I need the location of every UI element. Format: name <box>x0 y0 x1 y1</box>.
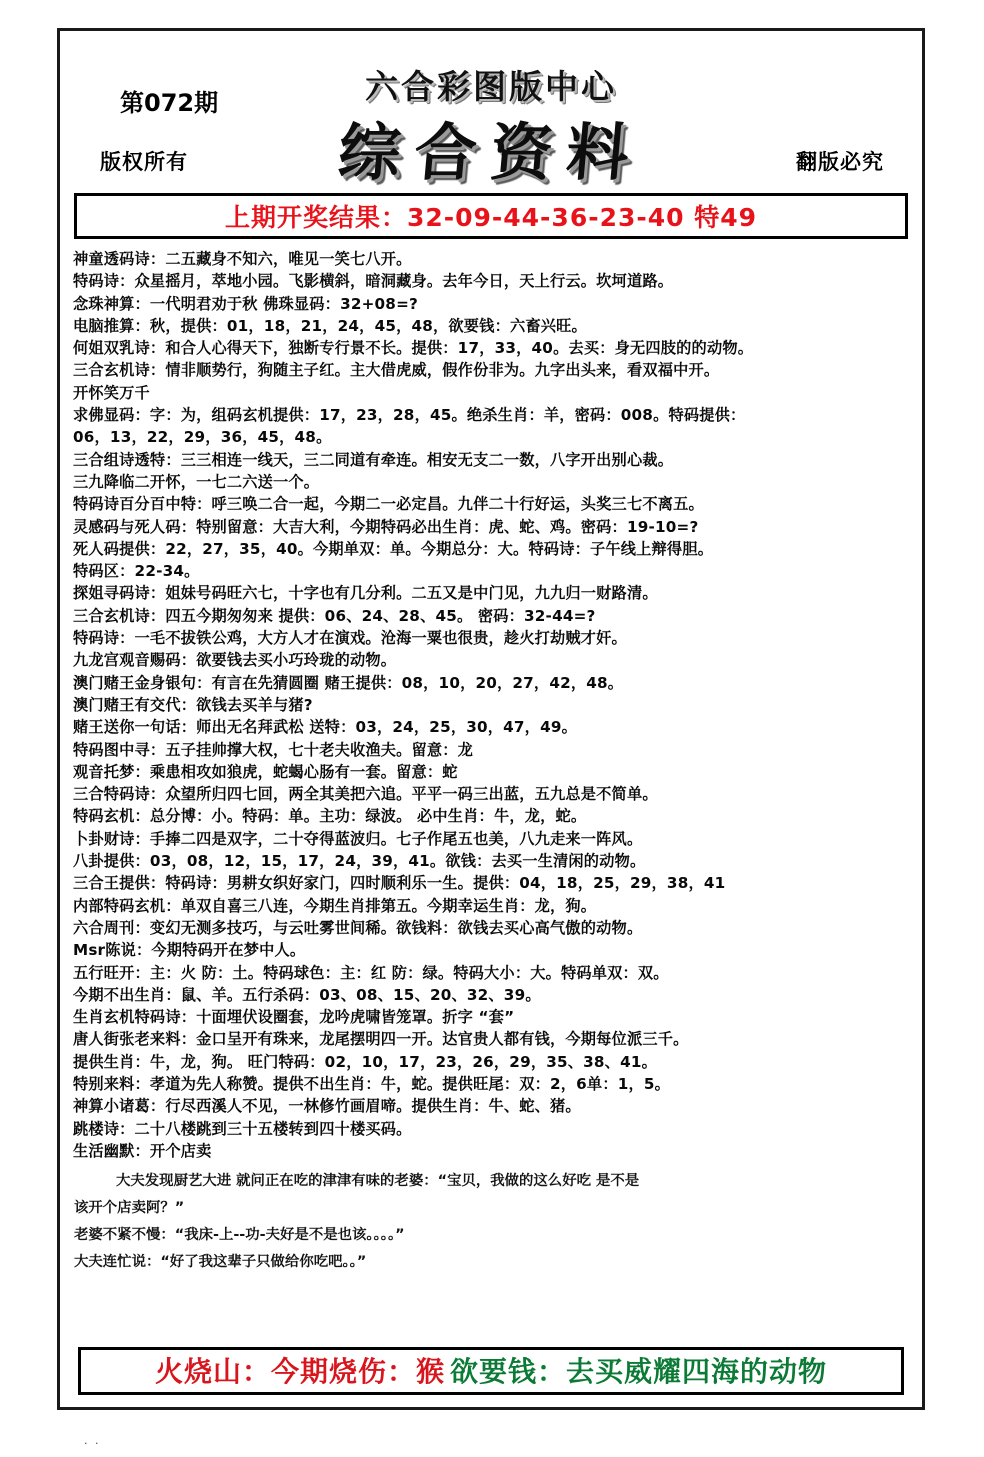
stray-dots: . . <box>84 1434 101 1447</box>
issue-number: 第072期 <box>120 89 219 117</box>
tip-line: 五行旺开：主：火 防：土。特码球色：主：红 防：绿。特码大小：大。特码单双：双。 <box>73 963 669 982</box>
tip-line: 电脑推算：秋，提供：01，18，21，24，45，48，欲要钱：六畜兴旺。 <box>73 316 587 335</box>
footer-green-text: 欲要钱：去买威耀四海的动物 <box>450 1355 828 1388</box>
tip-line: 三合组诗透特：三三相连一线天，三二同道有牵连。相安无支二一数，八字开出别心裁。 <box>73 450 674 469</box>
tip-line: 神童透码诗：二五藏身不知六，唯见一笑七八开。 <box>73 250 412 268</box>
page-title: 综合资料 <box>335 116 646 189</box>
tip-line: 唐人街张老来料：金口呈开有珠来，龙尾摆明四一开。达官贵人都有钱，今期每位派三千。 <box>73 1030 689 1049</box>
tip-line: 生活幽默：开个店卖 <box>73 1141 212 1160</box>
tip-line: 灵感码与死人码：特别留意：大吉大利，今期特码必出生肖：虎、蛇、鸡。密码：19-10=? <box>73 517 699 536</box>
tip-line: 死人码提供：22，27，35，40。今期单双：单。今期总分：大。特码诗：子午线上辩得胆。 <box>73 539 714 558</box>
copyright-notice-right: 翻版必究 <box>796 149 884 174</box>
tip-line: 提供生肖：牛，龙，狗。 旺门特码：02，10，17，23，26，29，35、38、41。 <box>73 1052 657 1071</box>
tip-line: 三合特码诗：众望所归四七回，两全其美把六追。平平一码三出蓝，五九总是不简单。 <box>73 785 658 804</box>
tip-line: 生肖玄机特码诗：十面埋伏设圈套，龙吟虎啸皆笼罩。折字 “套” <box>73 1008 515 1027</box>
tip-line: 澳门赌王有交代：欲钱去买羊与猪? <box>73 695 313 714</box>
poster-page <box>57 28 925 1410</box>
tip-line: 何姐双乳诗：和合人心得天下，独断专行景不长。提供：17，33，40。去买：身无四肢的的动物。 <box>73 339 754 358</box>
tip-line: 开怀笑万千 <box>73 383 150 402</box>
tip-line: 今期不出生肖：鼠、羊。五行杀码：03、08、15、20、32、39。 <box>73 985 541 1004</box>
tip-line: 神算小诸葛：行尽西溪人不见，一林修竹画眉啼。提供生肖：牛、蛇、猪。 <box>73 1097 581 1116</box>
tip-line: 特码图中寻：五子挂帅撑大权，七十老夫收渔夫。留意：龙 <box>73 740 474 759</box>
tip-line: 跳楼诗：二十八楼跳到三十五楼转到四十楼买码。 <box>73 1119 412 1138</box>
footer-highlight-bar <box>78 1347 904 1395</box>
humor-line: 该开个店卖阿？” <box>74 1200 185 1217</box>
tip-line: 探姐寻码诗：姐妹号码旺六七，十字也有几分利。二五又是中门见，九九归一财路清。 <box>73 584 658 603</box>
tip-line: 三合王提供：特码诗：男耕女织好家门，四时顺利乐一生。提供：04，18，25，29，38，41 <box>73 874 726 893</box>
tip-line: 三九降临二开怀，一七二六送一个。 <box>73 472 320 491</box>
humor-block <box>60 1162 922 1276</box>
tip-line: 卜卦财诗：手捧二四是双字，二十夺得蓝波归。七子作尾五也美，八九走来一阵风。 <box>73 829 643 848</box>
humor-line: 大夫发现厨艺大进 就问正在吃的津津有味的老婆：“宝贝，我做的这么好吃 是不是 <box>116 1173 640 1190</box>
tip-line: 九龙宫观音赐码：欲要钱去买小巧玲珑的动物。 <box>73 651 397 670</box>
last-draw-result-text: 上期开奖结果：32-09-44-36-23-40 特49 <box>224 203 758 232</box>
last-draw-result-bar <box>74 193 908 239</box>
tip-line: 特码区：22-34。 <box>73 562 200 581</box>
tips-list <box>60 239 922 1162</box>
poster-header <box>60 31 922 193</box>
tip-line: Msr陈说：今期特码开在梦中人。 <box>73 941 306 960</box>
tip-line: 八卦提供：03，08，12，15，17，24，39，41。欲钱：去买一生清闲的动物。 <box>73 852 646 871</box>
footer-red-text: 火烧山：今期烧伤：猴 <box>154 1355 445 1388</box>
site-title: 六合彩图版中心 <box>365 67 617 106</box>
tip-line: 特码诗百分百中特：呼三唤二合一起，今期二一必定昌。九伴二十行好运，头奖三七不离五。 <box>73 495 704 514</box>
tip-line: 特别来料：孝道为先人称赞。提供不出生肖：牛，蛇。提供旺尾：双：2，6单：1，5。 <box>73 1074 671 1093</box>
tip-line: 求佛显码：字：为，组码玄机提供：17，23，28，45。绝杀生肖：羊，密码：008。特码提供： <box>73 406 746 425</box>
tip-line: 内部特码玄机：单双自喜三八连，今期生肖排第五。今期幸运生肖：龙，狗。 <box>73 896 597 915</box>
tip-line: 六合周刊：变幻无测多技巧，与云吐雾世间稀。欲钱料：欲钱去买心高气傲的动物。 <box>73 918 643 937</box>
tip-line: 三合玄机诗：情非顺势行，狗随主子红。主大借虎威，假作份非为。九字出头来，看双福中开。 <box>73 361 720 380</box>
copyright-notice-left: 版权所有 <box>100 149 188 174</box>
tip-line: 特码诗：一毛不拔铁公鸡，大方人才在演戏。沧海一粟也很贵，趁火打劫贼才奸。 <box>73 629 627 648</box>
humor-line: 老婆不紧不慢：“我床-上--功-夫好是不是也该。。。。” <box>74 1227 405 1244</box>
tip-line: 06，13，22，29，36，45，48。 <box>73 428 332 447</box>
humor-line: 大夫连忙说：“好了我这辈子只做给你吃吧。。” <box>74 1254 367 1271</box>
tip-line: 观音托梦：乘患相攻如狼虎，蛇蝎心肠有一套。留意：蛇 <box>73 762 458 781</box>
tip-line: 赌王送你一句话：师出无名拜武松 送特：03，24，25，30，47，49。 <box>73 718 577 737</box>
tip-line: 澳门赌王金身银句：有言在先猜圆圈 赌王提供：08，10，20，27，42，48。 <box>73 673 624 692</box>
tip-line: 特码玄机：总分博：小。特码：单。主功：绿波。 必中生肖：牛，龙，蛇。 <box>73 807 587 826</box>
tip-line: 三合玄机诗：四五今期匆匆来 提供：06、24、28、45。 密码：32-44=? <box>73 606 596 625</box>
tip-line: 特码诗：众星摇月，萃地小园。飞影横斜，暗洞藏身。去年今日，天上行云。坎坷道路。 <box>73 272 674 291</box>
tip-line: 念珠神算：一代明君劝于秋 佛珠显码：32+08=? <box>73 294 419 313</box>
